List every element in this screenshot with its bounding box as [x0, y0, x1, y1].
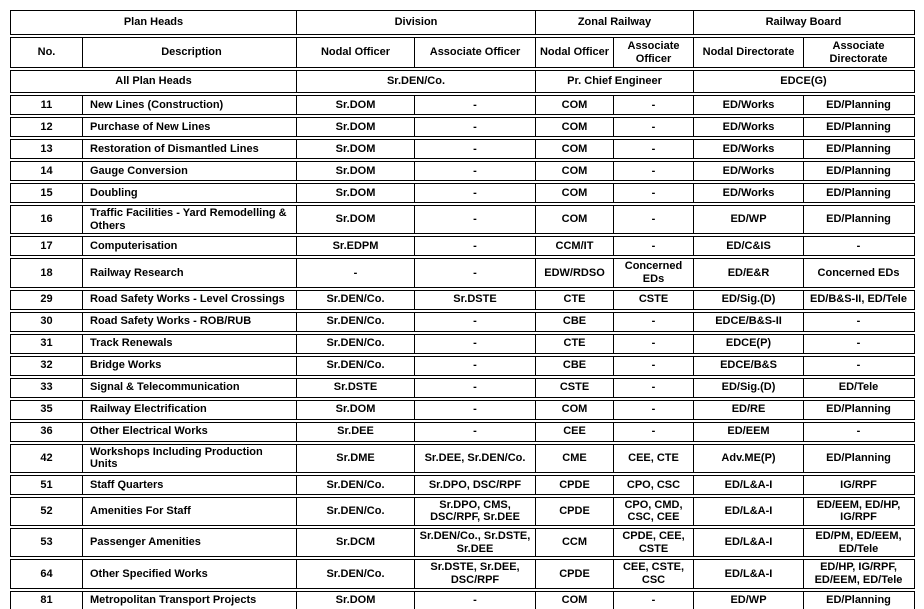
group-header-division: Division: [297, 11, 536, 34]
board-associate-directorate-cell: ED/HP, IG/RPF, ED/EEM, ED/Tele: [814, 561, 903, 587]
all-plan-heads-board-directorate: EDCE(G): [780, 75, 827, 88]
plan-head-description-cell: Computerisation: [83, 237, 297, 255]
division-associate-officer-cell: Sr.DSTE, Sr.DEE, DSC/RPF: [415, 560, 536, 587]
all-plan-heads-row: [10, 70, 915, 93]
board-associate-directorate-cell: Concerned EDs: [817, 266, 900, 279]
table-body: [10, 95, 915, 609]
board-nodal-directorate-cell: ED/Works: [694, 118, 804, 136]
table-row: [10, 400, 915, 420]
board-nodal-directorate-cell: ED/RE: [694, 401, 804, 419]
zonal-associate-officer-cell: -: [614, 335, 694, 353]
board-nodal-directorate-cell: ED/L&A-I: [694, 560, 804, 587]
zonal-nodal-officer-cell: CCM: [536, 529, 614, 556]
zonal-associate-officer-cell: -: [614, 237, 694, 255]
zonal-nodal-officer-cell: CTE: [536, 335, 614, 353]
plan-head-description-cell: Traffic Facilities - Yard Remodelling & Others: [83, 206, 297, 233]
board-nodal-directorate-cell: ED/L&A-I: [694, 529, 804, 556]
division-nodal-officer-cell: Sr.DOM: [297, 592, 415, 609]
table-row: [10, 475, 915, 495]
plan-head-no-cell: 35: [11, 401, 83, 419]
zonal-nodal-officer-cell: CPDE: [536, 560, 614, 587]
zonal-associate-officer-cell: CEE, CTE: [614, 445, 694, 472]
table-row: [10, 290, 915, 310]
plan-head-no-cell: 13: [11, 140, 83, 158]
division-associate-officer-cell: -: [415, 313, 536, 331]
zonal-associate-officer-cell: CPDE, CEE, CSTE: [614, 529, 694, 556]
board-nodal-directorate-cell: EDCE(P): [694, 335, 804, 353]
board-associate-directorate-cell: ED/EEM, ED/HP, IG/RPF: [816, 498, 901, 524]
zonal-associate-officer-cell: Concerned EDs: [614, 259, 694, 286]
division-nodal-officer-cell: Sr.DEN/Co.: [297, 560, 415, 587]
group-header-railway-board: Railway Board: [765, 16, 842, 29]
plan-head-no-cell: 36: [11, 423, 83, 441]
division-associate-officer-cell: -: [415, 592, 536, 609]
all-plan-heads-label: All Plan Heads: [11, 71, 297, 92]
table-row: [10, 312, 915, 332]
zonal-associate-officer-cell: -: [614, 118, 694, 136]
division-nodal-officer-cell: -: [297, 259, 415, 286]
plan-head-no-cell: 32: [11, 357, 83, 375]
column-header-no: No.: [11, 38, 83, 67]
plan-head-no-cell: 30: [11, 313, 83, 331]
division-nodal-officer-cell: Sr.DEN/Co.: [297, 335, 415, 353]
table-row: [10, 117, 915, 137]
board-associate-directorate-cell: ED/Planning: [826, 403, 891, 416]
zonal-associate-officer-cell: CPO, CSC: [614, 476, 694, 494]
zonal-associate-officer-cell: -: [614, 379, 694, 397]
board-nodal-directorate-cell: ED/C&IS: [694, 237, 804, 255]
division-associate-officer-cell: -: [415, 118, 536, 136]
plan-head-no-cell: 33: [11, 379, 83, 397]
column-header-division-associate-officer: Associate Officer: [415, 38, 536, 67]
division-associate-officer-cell: -: [415, 335, 536, 353]
board-nodal-directorate-cell: ED/L&A-I: [694, 476, 804, 494]
table-row: [10, 559, 915, 588]
board-nodal-directorate-cell: ED/WP: [694, 592, 804, 609]
column-header-division-nodal-officer: Nodal Officer: [297, 38, 415, 67]
board-nodal-directorate-cell: ED/Works: [694, 162, 804, 180]
board-nodal-directorate-cell: ED/Works: [694, 140, 804, 158]
zonal-nodal-officer-cell: COM: [536, 140, 614, 158]
plan-head-description-cell: Road Safety Works - Level Crossings: [83, 291, 297, 309]
board-nodal-directorate-cell: EDCE/B&S: [694, 357, 804, 375]
plan-head-description-cell: New Lines (Construction): [83, 96, 297, 114]
division-associate-officer-cell: Sr.DEE, Sr.DEN/Co.: [415, 445, 536, 472]
zonal-nodal-officer-cell: CME: [536, 445, 614, 472]
zonal-nodal-officer-cell: EDW/RDSO: [536, 259, 614, 286]
zonal-associate-officer-cell: -: [614, 184, 694, 202]
division-associate-officer-cell: -: [415, 379, 536, 397]
plan-head-no-cell: 11: [11, 96, 83, 114]
board-associate-directorate-cell: ED/Planning: [826, 120, 891, 133]
division-associate-officer-cell: -: [415, 96, 536, 114]
board-associate-directorate-cell: ED/Tele: [838, 381, 879, 394]
plan-head-no-cell: 16: [11, 206, 83, 233]
table-row: [10, 378, 915, 398]
division-associate-officer-cell: Sr.DPO, CMS, DSC/RPF, Sr.DEE: [415, 498, 536, 525]
board-associate-directorate-cell: ED/Planning: [826, 98, 891, 111]
table-row: [10, 183, 915, 203]
plan-head-description-cell: Signal & Telecommunication: [83, 379, 297, 397]
division-nodal-officer-cell: Sr.DOM: [297, 401, 415, 419]
board-associate-directorate-cell: -: [856, 337, 861, 350]
board-nodal-directorate-cell: ED/Sig.(D): [694, 291, 804, 309]
division-associate-officer-cell: -: [415, 206, 536, 233]
division-nodal-officer-cell: Sr.DOM: [297, 206, 415, 233]
division-associate-officer-cell: -: [415, 162, 536, 180]
plan-head-no-cell: 52: [11, 498, 83, 525]
zonal-associate-officer-cell: CSTE: [614, 291, 694, 309]
division-associate-officer-cell: -: [415, 423, 536, 441]
plan-head-description-cell: Passenger Amenities: [83, 529, 297, 556]
division-nodal-officer-cell: Sr.DOM: [297, 118, 415, 136]
zonal-associate-officer-cell: -: [614, 140, 694, 158]
table-row: [10, 258, 915, 287]
board-associate-directorate-cell: ED/Planning: [826, 186, 891, 199]
division-nodal-officer-cell: Sr.DOM: [297, 184, 415, 202]
division-nodal-officer-cell: Sr.DSTE: [297, 379, 415, 397]
plan-head-no-cell: 17: [11, 237, 83, 255]
zonal-nodal-officer-cell: CBE: [536, 357, 614, 375]
zonal-associate-officer-cell: -: [614, 162, 694, 180]
zonal-associate-officer-cell: -: [614, 592, 694, 609]
zonal-nodal-officer-cell: COM: [536, 592, 614, 609]
division-associate-officer-cell: -: [415, 237, 536, 255]
plan-head-no-cell: 14: [11, 162, 83, 180]
zonal-nodal-officer-cell: COM: [536, 401, 614, 419]
table-row: [10, 444, 915, 473]
plan-head-description-cell: Doubling: [83, 184, 297, 202]
table-row: [10, 161, 915, 181]
group-header-zonal-railway: Zonal Railway: [536, 11, 694, 34]
zonal-associate-officer-cell: -: [614, 96, 694, 114]
zonal-associate-officer-cell: -: [614, 206, 694, 233]
plan-head-description-cell: Railway Electrification: [83, 401, 297, 419]
column-header-zonal-associate-officer: Associate Officer: [614, 38, 694, 67]
plan-head-description-cell: Amenities For Staff: [83, 498, 297, 525]
board-associate-directorate-cell: ED/PM, ED/EEM, ED/Tele: [815, 530, 902, 555]
division-associate-officer-cell: -: [415, 401, 536, 419]
division-nodal-officer-cell: Sr.DEN/Co.: [297, 291, 415, 309]
plan-head-description-cell: Restoration of Dismantled Lines: [83, 140, 297, 158]
division-nodal-officer-cell: Sr.DOM: [297, 162, 415, 180]
board-nodal-directorate-cell: ED/Works: [694, 184, 804, 202]
zonal-nodal-officer-cell: COM: [536, 118, 614, 136]
plan-head-no-cell: 64: [11, 560, 83, 587]
plan-head-description-cell: Staff Quarters: [83, 476, 297, 494]
table-row: [10, 528, 915, 557]
division-associate-officer-cell: -: [415, 259, 536, 286]
plan-head-no-cell: 29: [11, 291, 83, 309]
plan-head-description-cell: Bridge Works: [83, 357, 297, 375]
table-row: [10, 497, 915, 526]
plan-head-no-cell: 15: [11, 184, 83, 202]
division-nodal-officer-cell: Sr.EDPM: [297, 237, 415, 255]
board-nodal-directorate-cell: ED/Works: [694, 96, 804, 114]
zonal-associate-officer-cell: -: [614, 401, 694, 419]
division-associate-officer-cell: Sr.DPO, DSC/RPF: [415, 476, 536, 494]
plan-head-no-cell: 51: [11, 476, 83, 494]
group-header-plan-heads: Plan Heads: [11, 11, 297, 34]
table-row: [10, 591, 915, 609]
table-row: [10, 236, 915, 256]
board-nodal-directorate-cell: ED/E&R: [694, 259, 804, 286]
plan-head-description-cell: Railway Research: [83, 259, 297, 286]
table-row: [10, 356, 915, 376]
zonal-nodal-officer-cell: COM: [536, 184, 614, 202]
plan-head-no-cell: 12: [11, 118, 83, 136]
table-row: [10, 95, 915, 115]
plan-head-description-cell: Workshops Including Production Units: [83, 445, 297, 472]
board-nodal-directorate-cell: ED/L&A-I: [694, 498, 804, 525]
board-nodal-directorate-cell: EDCE/B&S-II: [694, 313, 804, 331]
zonal-associate-officer-cell: CEE, CSTE, CSC: [614, 560, 694, 587]
column-header-board-associate-directorate: Associate Directorate: [829, 39, 888, 65]
board-associate-directorate-cell: ED/Planning: [826, 594, 891, 607]
plan-head-no-cell: 53: [11, 529, 83, 556]
zonal-nodal-officer-cell: COM: [536, 96, 614, 114]
division-associate-officer-cell: -: [415, 140, 536, 158]
board-associate-directorate-cell: IG/RPF: [840, 478, 877, 491]
group-header-row: [10, 10, 915, 35]
zonal-nodal-officer-cell: CTE: [536, 291, 614, 309]
zonal-associate-officer-cell: -: [614, 423, 694, 441]
plan-head-description-cell: Purchase of New Lines: [83, 118, 297, 136]
board-associate-directorate-cell: ED/B&S-II, ED/Tele: [810, 293, 907, 306]
column-header-description: Description: [83, 38, 297, 67]
zonal-associate-officer-cell: -: [614, 357, 694, 375]
zonal-nodal-officer-cell: CPDE: [536, 498, 614, 525]
zonal-nodal-officer-cell: CBE: [536, 313, 614, 331]
plan-head-description-cell: Track Renewals: [83, 335, 297, 353]
division-nodal-officer-cell: Sr.DME: [297, 445, 415, 472]
board-nodal-directorate-cell: Adv.ME(P): [694, 445, 804, 472]
zonal-nodal-officer-cell: CSTE: [536, 379, 614, 397]
division-nodal-officer-cell: Sr.DOM: [297, 140, 415, 158]
board-associate-directorate-cell: ED/Planning: [826, 451, 891, 464]
board-associate-directorate-cell: -: [856, 239, 861, 252]
division-nodal-officer-cell: Sr.DEN/Co.: [297, 498, 415, 525]
board-associate-directorate-cell: -: [856, 315, 861, 328]
board-nodal-directorate-cell: ED/WP: [694, 206, 804, 233]
division-nodal-officer-cell: Sr.DOM: [297, 96, 415, 114]
plan-head-description-cell: Gauge Conversion: [83, 162, 297, 180]
board-associate-directorate-cell: ED/Planning: [826, 164, 891, 177]
zonal-nodal-officer-cell: CCM/IT: [536, 237, 614, 255]
board-associate-directorate-cell: ED/Planning: [826, 142, 891, 155]
board-nodal-directorate-cell: ED/EEM: [694, 423, 804, 441]
plan-heads-responsibility-table: [10, 10, 915, 609]
column-header-zonal-nodal-officer: Nodal Officer: [536, 38, 614, 67]
division-nodal-officer-cell: Sr.DEN/Co.: [297, 476, 415, 494]
table-row: [10, 334, 915, 354]
division-nodal-officer-cell: Sr.DEN/Co.: [297, 313, 415, 331]
plan-head-no-cell: 31: [11, 335, 83, 353]
all-plan-heads-division-officer: Sr.DEN/Co.: [297, 71, 536, 92]
zonal-associate-officer-cell: CPO, CMD, CSC, CEE: [614, 498, 694, 525]
zonal-nodal-officer-cell: CPDE: [536, 476, 614, 494]
table-row: [10, 139, 915, 159]
plan-head-description-cell: Other Specified Works: [83, 560, 297, 587]
column-header-row: [10, 37, 915, 68]
all-plan-heads-zonal-officer: Pr. Chief Engineer: [536, 71, 694, 92]
board-associate-directorate-cell: -: [856, 359, 861, 372]
plan-head-description-cell: Other Electrical Works: [83, 423, 297, 441]
board-nodal-directorate-cell: ED/Sig.(D): [694, 379, 804, 397]
table-row: [10, 205, 915, 234]
plan-head-description-cell: Metropolitan Transport Projects: [83, 592, 297, 609]
division-associate-officer-cell: Sr.DEN/Co., Sr.DSTE, Sr.DEE: [415, 529, 536, 556]
division-associate-officer-cell: -: [415, 357, 536, 375]
division-nodal-officer-cell: Sr.DCM: [297, 529, 415, 556]
plan-head-description-cell: Road Safety Works - ROB/RUB: [83, 313, 297, 331]
board-associate-directorate-cell: ED/Planning: [826, 213, 891, 226]
board-associate-directorate-cell: -: [856, 425, 861, 438]
zonal-nodal-officer-cell: COM: [536, 162, 614, 180]
table-row: [10, 422, 915, 442]
zonal-nodal-officer-cell: COM: [536, 206, 614, 233]
zonal-associate-officer-cell: -: [614, 313, 694, 331]
plan-head-no-cell: 81: [11, 592, 83, 609]
plan-head-no-cell: 42: [11, 445, 83, 472]
zonal-nodal-officer-cell: CEE: [536, 423, 614, 441]
column-header-board-nodal-directorate: Nodal Directorate: [694, 38, 804, 67]
division-nodal-officer-cell: Sr.DEN/Co.: [297, 357, 415, 375]
division-nodal-officer-cell: Sr.DEE: [297, 423, 415, 441]
division-associate-officer-cell: -: [415, 184, 536, 202]
plan-head-no-cell: 18: [11, 259, 83, 286]
division-associate-officer-cell: Sr.DSTE: [415, 291, 536, 309]
